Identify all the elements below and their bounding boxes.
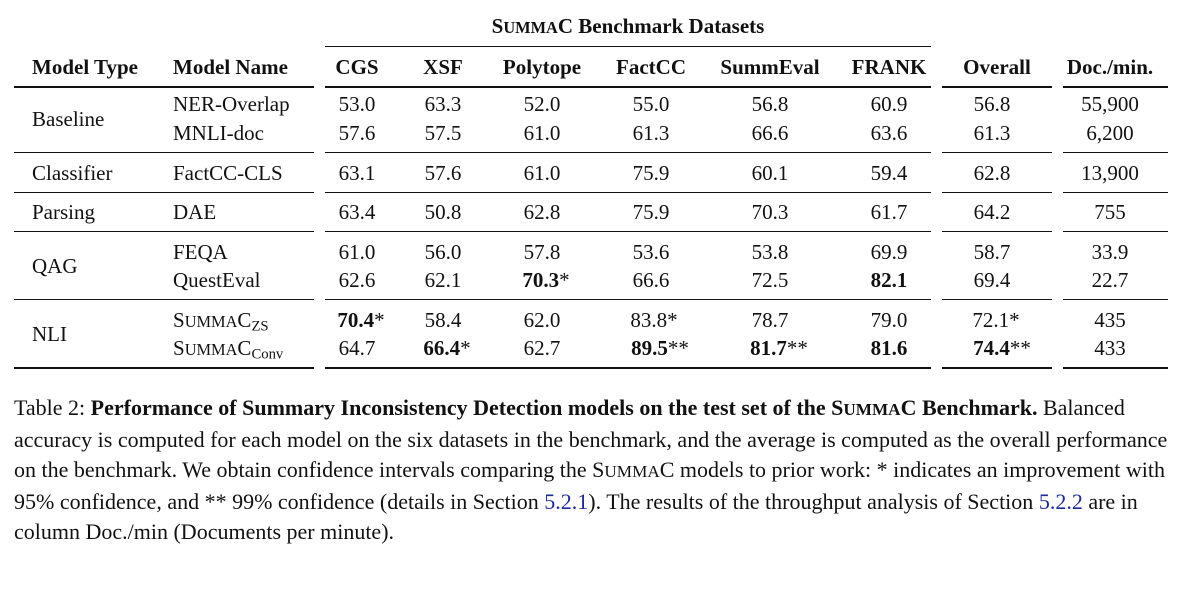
cell-summeval: 56.8	[751, 92, 789, 116]
col-overall: Overall	[963, 55, 1031, 79]
cell-factcc: 61.3	[632, 121, 670, 145]
cell-cgs: 64.7	[338, 336, 376, 360]
group-rule	[14, 231, 1168, 232]
group-classifier: Classifier	[32, 161, 113, 185]
cell-cgs: 57.6	[338, 121, 376, 145]
cell-polytope: 57.8	[523, 240, 561, 264]
group-qag: QAG	[32, 254, 78, 278]
col-factcc: FactCC	[616, 55, 686, 79]
group-nli: NLI	[32, 322, 67, 346]
cell-polytope: 61.0	[523, 161, 561, 185]
caption-label: Table 2:	[14, 395, 91, 420]
cell-xsf: 57.6	[424, 161, 462, 185]
cell-frank: 60.9	[870, 92, 908, 116]
cell-cgs: 63.1	[338, 161, 376, 185]
cell-xsf: 56.0	[424, 240, 462, 264]
cell-overall: 62.8	[973, 161, 1011, 185]
cell-overall: 74.4**	[973, 336, 1031, 360]
cell-frank: 79.0	[870, 308, 908, 332]
col-model-type: Model Type	[32, 55, 138, 79]
cell-summeval: 81.7**	[750, 336, 808, 360]
cell-polytope: 62.0	[523, 308, 561, 332]
cell-docs: 433	[1094, 336, 1126, 360]
row-name: FactCC-CLS	[173, 161, 283, 185]
cell-xsf: 58.4	[424, 308, 462, 332]
cell-summeval: 66.6	[751, 121, 789, 145]
cell-overall: 69.4	[973, 268, 1011, 292]
cell-docs: 33.9	[1091, 240, 1129, 264]
cell-factcc: 75.9	[632, 161, 670, 185]
cell-factcc: 66.6	[632, 268, 670, 292]
row-name: NER-Overlap	[173, 92, 290, 116]
cell-docs: 13,900	[1081, 161, 1139, 185]
cell-polytope: 52.0	[523, 92, 561, 116]
cell-polytope: 61.0	[523, 121, 561, 145]
caption-title: Performance of Summary Inconsistency Detection models on the test set of the SUMMAC Benchmark.	[90, 395, 1038, 420]
cell-factcc: 75.9	[632, 200, 670, 224]
cell-overall: 72.1*	[972, 308, 1020, 332]
section-link-5-2-2[interactable]: 5.2.2	[1038, 489, 1083, 514]
cell-frank: 63.6	[870, 121, 908, 145]
section-link-5-2-1[interactable]: 5.2.1	[544, 489, 589, 514]
row-name: QuestEval	[173, 268, 261, 292]
cell-docs: 6,200	[1086, 121, 1134, 145]
cell-cgs: 61.0	[338, 240, 376, 264]
col-cgs: CGS	[335, 55, 379, 79]
cell-polytope: 70.3*	[522, 268, 570, 292]
col-summeval: SummEval	[720, 55, 820, 79]
group-rule	[14, 152, 1168, 153]
cell-summeval: 60.1	[751, 161, 789, 185]
col-docs-per-min: Doc./min.	[1066, 55, 1154, 79]
cell-overall: 64.2	[973, 200, 1011, 224]
cell-factcc: 89.5**	[631, 336, 689, 360]
cell-frank: 61.7	[870, 200, 908, 224]
cell-summeval: 53.8	[751, 240, 789, 264]
cell-cgs: 63.4	[338, 200, 376, 224]
col-xsf: XSF	[423, 55, 463, 79]
group-baseline: Baseline	[32, 107, 105, 131]
group-rule	[14, 299, 1168, 300]
cell-cgs: 53.0	[338, 92, 376, 116]
col-model-name: Model Name	[173, 55, 288, 79]
column-gap	[931, 80, 942, 372]
row-name: $SUMMAC_{ZS}$	[173, 308, 269, 335]
cell-factcc: 55.0	[632, 92, 670, 116]
cell-factcc: 53.6	[632, 240, 670, 264]
group-rule	[14, 192, 1168, 193]
cell-xsf: 63.3	[424, 92, 462, 116]
col-frank: FRANK	[851, 55, 927, 79]
cell-overall: 61.3	[973, 121, 1011, 145]
bottom-rule	[14, 367, 1168, 369]
cell-overall: 58.7	[973, 240, 1011, 264]
header-rule	[14, 86, 1168, 88]
cell-docs: 755	[1094, 200, 1126, 224]
cell-xsf: 66.4*	[423, 336, 471, 360]
cell-docs: 55,900	[1081, 92, 1139, 116]
cell-cgs: 62.6	[338, 268, 376, 292]
cell-polytope: 62.7	[523, 336, 561, 360]
cell-cgs: 70.4*	[337, 308, 385, 332]
cell-docs: 22.7	[1091, 268, 1129, 292]
row-name: $SUMMAC_{Conv}$	[173, 336, 284, 363]
cell-frank: 82.1	[870, 268, 908, 292]
row-name: DAE	[173, 200, 217, 224]
table-caption: Table 2: Performance of Summary Inconsistency Detection models on the test set of the SUMMAC Benchmark. Balanced accuracy is computed for each model on the six datasets in the benchmark, and the average is computed as the overall performance on the benchmark. We obtain confidence intervals comparing the SUMMAC models to prior work: * indicates an improvement with 95% confidence, and ** 99% confidence (details in Section 5.2.1). The results of the throughput analysis of Section 5.2.2 are in column Doc./min (Documents per minute).	[14, 395, 1168, 544]
cell-overall: 56.8	[973, 92, 1011, 116]
column-gap	[1052, 80, 1063, 372]
cell-frank: 59.4	[870, 161, 908, 185]
group-parsing: Parsing	[32, 200, 95, 224]
benchmark-group-header: SUMMAC Benchmark Datasets	[491, 14, 765, 38]
cell-xsf: 62.1	[424, 268, 462, 292]
column-gap	[314, 80, 325, 372]
cell-docs: 435	[1094, 308, 1126, 332]
cell-factcc: 83.8*	[630, 308, 678, 332]
cell-xsf: 50.8	[424, 200, 462, 224]
col-polytope: Polytope	[502, 55, 582, 79]
cell-xsf: 57.5	[424, 121, 462, 145]
cell-frank: 69.9	[870, 240, 908, 264]
group-header-rule	[325, 46, 931, 47]
cell-summeval: 72.5	[751, 268, 789, 292]
cell-summeval: 78.7	[751, 308, 789, 332]
cell-summeval: 70.3	[751, 200, 789, 224]
cell-polytope: 62.8	[523, 200, 561, 224]
cell-frank: 81.6	[870, 336, 908, 360]
row-name: MNLI-doc	[173, 121, 264, 145]
row-name: FEQA	[173, 240, 228, 264]
